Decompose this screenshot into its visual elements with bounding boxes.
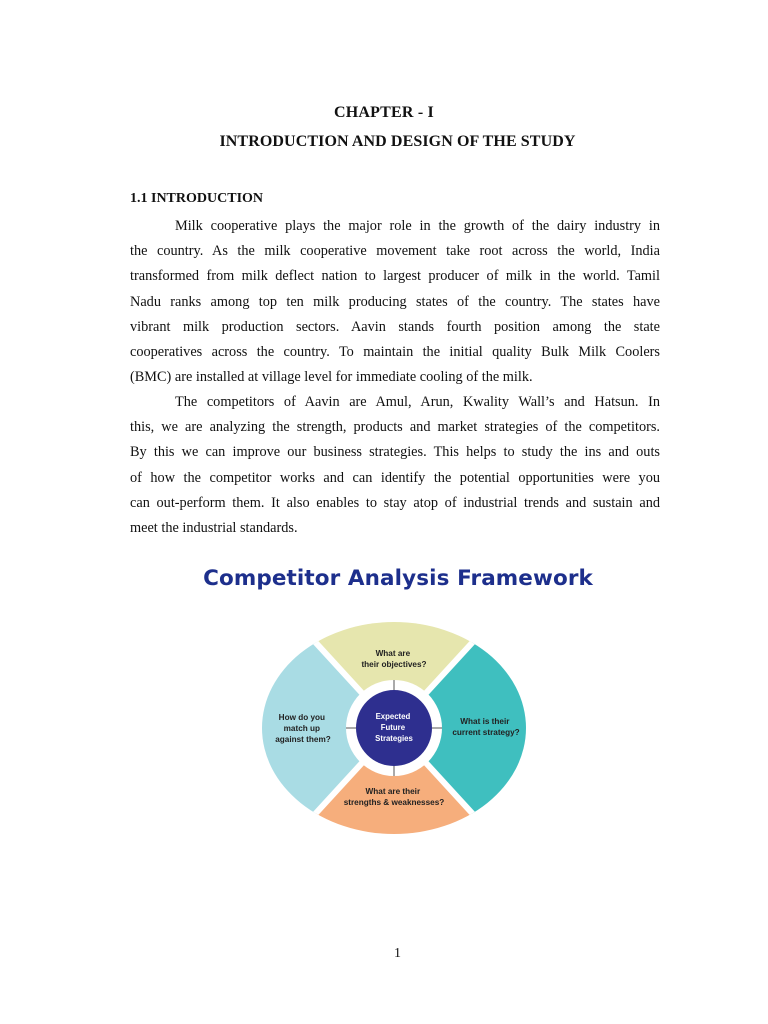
framework-diagram — [260, 620, 528, 836]
section-heading: 1.1 INTRODUCTION — [130, 191, 264, 206]
paragraph-line: By this we can improve our business strategies. This helps to study the ins and outs — [130, 444, 660, 461]
paragraph-line: can out-perform them. It also enables to stay atop of industrial trends and sustain and — [130, 494, 660, 511]
paragraph-line: meet the industrial standards. — [130, 520, 298, 537]
chapter-heading: CHAPTER - I — [334, 104, 434, 121]
paragraph-line: this, we are analyzing the strength, products and market strategies of the competitors. — [130, 419, 660, 436]
segment-right-label: What is their current strategy? — [452, 717, 520, 737]
paragraph-line: Milk cooperative plays the major role in the growth of the dairy industry in — [175, 218, 660, 234]
segment-bottom-label: What are their strengths & weaknesses? — [343, 787, 445, 807]
paragraph-competitors — [130, 390, 660, 541]
page-number: 1 — [394, 946, 401, 961]
center-label: Expected Future Strategies — [375, 712, 413, 743]
paragraph-line: of how the competitor works and can identify the potential opportunities were you — [130, 469, 660, 486]
segment-left-label: How do you match up against them? — [275, 713, 331, 744]
paragraph-line: (BMC) are installed at village level for immediate cooling of the milk. — [130, 369, 533, 386]
paragraph-line: cooperatives across the country. To maintain the initial quality Bulk Milk Coolers — [130, 344, 660, 361]
paragraph-line: the country. As the milk cooperative movement take root across the world, India — [130, 243, 660, 260]
segment-top-label: What are their objectives? — [361, 649, 427, 669]
competitor-analysis-figure — [180, 560, 616, 840]
paragraph-line: transformed from milk deflect nation to largest producer of milk in the world. Tamil — [130, 268, 660, 285]
chapter-title: INTRODUCTION AND DESIGN OF THE STUDY — [219, 133, 576, 150]
paragraph-line: Nadu ranks among top ten milk producing states of the country. The states have — [130, 293, 660, 310]
paragraph-line: vibrant milk production sectors. Aavin stands fourth position among the state — [130, 318, 660, 335]
paragraph-introduction — [130, 214, 660, 390]
figure-title: Competitor Analysis Framework — [203, 566, 593, 591]
paragraph-line: The competitors of Aavin are Amul, Arun, Kwality Wall’s and Hatsun. In — [175, 394, 660, 410]
